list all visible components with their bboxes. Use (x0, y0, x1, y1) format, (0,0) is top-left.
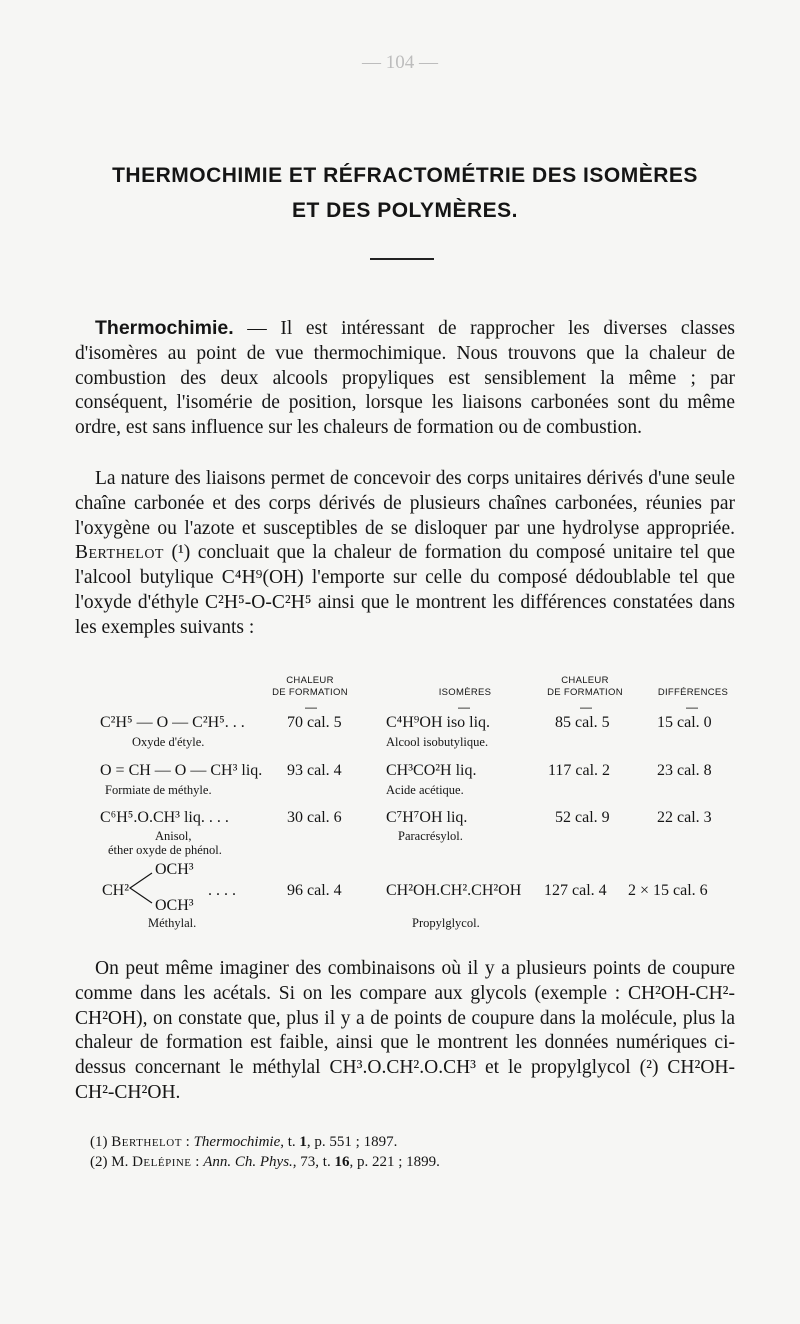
intro-paragraph (75, 316, 735, 441)
intro-text: — Il est intéressant de rapprocher les diverses classes d'isomères au point de vue thermochimique. Nous trouvons que la chaleur de combustion des deux alcools propyliques est sensiblement la même ; par conséquent, l'isomérie de position, lorsque les liaisons carbonées sont du même ordre, est sans influence sur les chaleurs de formation ou de combustion. (75, 318, 735, 439)
title-line-1: THERMOCHIMIE ET RÉFRACTOMÉTRIE DES ISOMÈRES (112, 164, 698, 187)
isomer-name: Acide acétique. (386, 783, 464, 797)
header-heat-formation-2: CHALEUR DE FORMATION (547, 675, 623, 698)
difference-value: 2 × 15 cal. 6 (628, 882, 708, 899)
compound-formula: C²H⁵ — O — C²H⁵. . . (100, 714, 245, 731)
compound-formula: O = CH — O — CH³ liq. (100, 762, 263, 779)
compound-name: Formiate de méthyle. (105, 783, 212, 797)
heat-value: 30 cal. 6 (287, 809, 342, 826)
isomer-name: Paracrésylol. (398, 829, 463, 843)
footnote-ref-1: (¹) (163, 542, 198, 564)
paragraph-3: On peut même imaginer des combinaisons où il y a plusieurs points de coupure comme dans les acétals. Si on les compare aux glycols (exemple : CH²OH-CH²-CH²OH), on constate que, plus il y a de points de coupure dans la molécule, plus la chaleur de formation est faible, ainsi que le montrent les données numériques ci-dessus concernant le méthylal CH³.O.CH².O.CH³ et le propylglycol (²) CH²OH-CH²-CH²OH. (75, 958, 735, 1103)
formula-central-carbon: CH² (102, 882, 130, 899)
paragraph-2-text-b: concluait que la chaleur de formation du composé unitaire tel que l'alcool butylique C⁴H⁹(OH) l'emporte sur celle du composé dédoublable tel que l'oxyde d'éthyle C²H⁵-O-C²H⁵ ainsi que le montrent les différences constatées dans les exemples suivants : (75, 542, 735, 638)
heat-value: 93 cal. 4 (287, 762, 342, 779)
header-dash: — (686, 700, 698, 714)
difference-value: 15 cal. 0 (657, 714, 712, 731)
formula-dots: . . . . (208, 882, 236, 899)
isomer-heat-value: 52 cal. 9 (555, 809, 610, 826)
section-lead: Thermochimie. (95, 317, 234, 339)
footnote-author: Delépine (132, 1154, 192, 1170)
author-berthelot: Berthelot (75, 542, 164, 564)
header-heat-formation-1: CHALEUR DE FORMATION (272, 675, 348, 698)
heat-value: 70 cal. 5 (287, 714, 342, 731)
isomer-formula: CH²OH.CH².CH²OH (386, 882, 522, 899)
footnote-author: Berthelot (111, 1134, 182, 1150)
compound-name: Anisol, (155, 829, 192, 843)
header-dash: — (305, 700, 317, 714)
header-dash: — (458, 700, 470, 714)
compound-name: Oxyde d'étyle. (132, 735, 205, 749)
isomer-formula: C⁴H⁹OH iso liq. (386, 714, 491, 731)
footnote-work: Thermochimie (193, 1134, 281, 1150)
title-divider (370, 258, 434, 260)
formula-upper-group: OCH³ (155, 861, 194, 878)
isomer-heat-value: 85 cal. 5 (555, 714, 610, 731)
compound-formula: C⁶H⁵.O.CH³ liq. . . . (100, 809, 229, 826)
isomer-name: Alcool isobutylique. (386, 735, 489, 749)
difference-value: 22 cal. 3 (657, 809, 712, 826)
footnote-2: (2) M. Delépine : Ann. Ch. Phys., 73, t. 16, p. 221 ; 1899. (90, 1154, 440, 1170)
bond-bracket-icon (124, 870, 154, 906)
header-isomers: ISOMÈRES (438, 687, 492, 698)
isomer-heat-value: 117 cal. 2 (548, 762, 611, 779)
heat-value: 96 cal. 4 (287, 882, 342, 899)
page-title (60, 158, 750, 228)
footnote-work: Ann. Ch. Phys. (203, 1154, 293, 1170)
isomer-formula: C⁷H⁷OH liq. (386, 809, 468, 826)
isomer-name: Propylglycol. (412, 916, 480, 930)
paragraph-2 (75, 467, 735, 641)
footnote-1: (1) Berthelot : Thermochimie, t. 1, p. 551 ; 1897. (90, 1134, 398, 1150)
header-dash: — (580, 700, 592, 714)
difference-value: 23 cal. 8 (657, 762, 712, 779)
paragraph-2-text-a: La nature des liaisons permet de concevoir des corps unitaires dérivés d'une seule chaîne carbonée et des corps dérivés de plusieurs chaînes carbonées, réunies par l'oxygène ou l'azote et susceptibles de se disloquer par une hydrolyse appropriée. (75, 468, 735, 539)
header-differences: DIFFÉRENCES (657, 687, 729, 698)
compound-name: Méthylal. (148, 916, 197, 930)
title-line-2: ET DES POLYMÈRES. (292, 199, 518, 222)
page-number: — 104 — (362, 52, 438, 73)
isomer-formula: CH³CO²H liq. (386, 762, 477, 779)
isomer-heat-value: 127 cal. 4 (544, 882, 607, 899)
compound-name-2: éther oxyde de phénol. (108, 843, 222, 857)
formula-lower-group: OCH³ (155, 897, 194, 914)
